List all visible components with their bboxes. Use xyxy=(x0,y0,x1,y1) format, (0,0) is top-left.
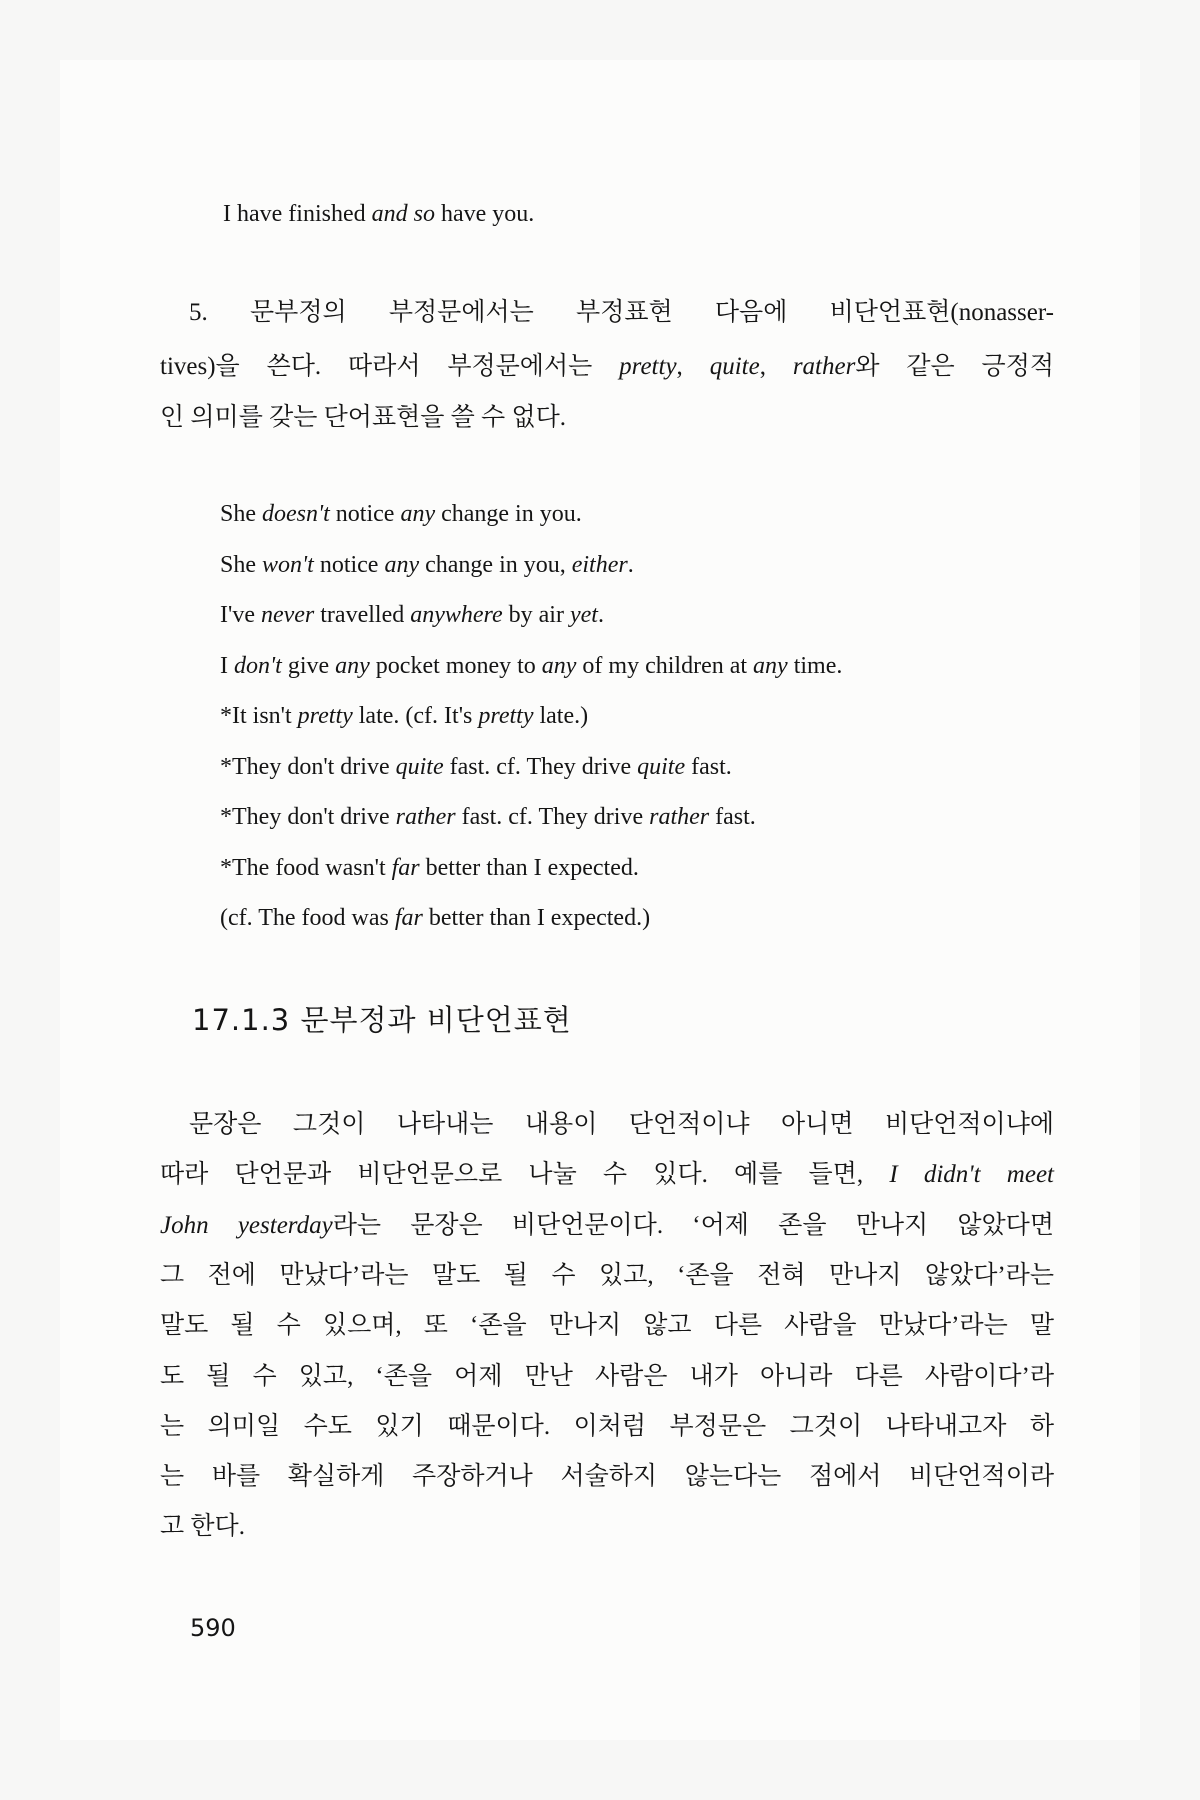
text-segment: notice xyxy=(329,501,401,527)
italic-text: quite xyxy=(395,753,444,780)
text-segment: I've xyxy=(220,602,261,628)
text-segment: time. xyxy=(787,652,843,679)
example-sentence xyxy=(220,901,650,935)
text-segment: late. (cf. It's xyxy=(352,703,479,729)
example-sentence xyxy=(220,649,842,683)
italic-text: any xyxy=(753,652,788,679)
italic-text: yet xyxy=(569,602,598,628)
italic-text: never xyxy=(260,602,315,628)
italic-text: quite xyxy=(637,753,686,780)
italic-text: any xyxy=(400,501,436,527)
italic-text: I didn't meet xyxy=(889,1161,1054,1189)
italic-text: pretty xyxy=(297,703,353,729)
example-sentence xyxy=(220,548,634,582)
text-segment: 말도 될 수 있으며, 또 ‘존을 만나지 않고 다른 사람을 만났다’라는 말 xyxy=(160,1312,1054,1340)
italic-text: doesn't xyxy=(262,501,330,527)
italic-text: pretty xyxy=(619,353,677,380)
example-sentence xyxy=(220,800,756,834)
text-segment: change in you. xyxy=(435,501,582,527)
example-sentence xyxy=(220,699,588,733)
text-segment: have you. xyxy=(434,201,535,227)
paragraph-line xyxy=(160,1209,1054,1243)
text-segment: . xyxy=(627,551,634,578)
italic-text: far xyxy=(394,905,423,931)
italic-text: don't xyxy=(234,652,282,679)
text-segment: fast. cf. They drive xyxy=(443,753,638,780)
text-segment: 따라 단언문과 비단언문으로 나눌 수 있다. 예를 들면, xyxy=(160,1161,890,1189)
text-segment: , xyxy=(676,353,710,380)
text-segment: by air xyxy=(502,602,570,628)
italic-text: won't xyxy=(262,551,314,578)
text-segment: better than I expected.) xyxy=(422,905,651,931)
text-segment: *They don't drive xyxy=(220,753,396,780)
italic-text: John yesterday xyxy=(160,1211,333,1239)
text-segment: 인 의미를 갖는 단어표현을 쓸 수 없다. xyxy=(160,404,567,431)
italic-text: anywhere xyxy=(410,602,503,628)
text-segment: 라는 문장은 비단언문이다. ‘어제 존을 만나지 않았다면 xyxy=(332,1211,1054,1239)
example-sentence xyxy=(220,851,639,885)
text-segment: notice xyxy=(313,551,385,578)
italic-text: quite xyxy=(709,353,760,380)
text-segment: She xyxy=(220,501,262,527)
text-segment: 는 의미일 수도 있기 때문이다. 이처럼 부정문은 그것이 나타내고자 하 xyxy=(160,1412,1054,1440)
paragraph-line xyxy=(160,1510,245,1544)
example-sentence xyxy=(220,497,582,531)
paragraph-line xyxy=(160,1309,1054,1343)
example-sentence xyxy=(223,197,534,231)
paragraph-line xyxy=(160,1158,1054,1192)
italic-text: any xyxy=(541,652,577,679)
text-segment: late.) xyxy=(533,703,589,729)
text-segment: She xyxy=(220,551,262,578)
text-segment: I have finished xyxy=(223,201,372,227)
text-segment: 고 한다. xyxy=(160,1513,245,1541)
text-segment: fast. xyxy=(709,804,756,830)
text-segment: 도 될 수 있고, ‘존을 어제 만난 사람은 내가 아니라 다른 사람이다’라 xyxy=(160,1362,1054,1390)
paragraph-line xyxy=(160,1460,1054,1494)
italic-text: pretty xyxy=(478,703,534,729)
text-segment: tives)을 쓴다. 따라서 부정문에서는 xyxy=(160,353,620,380)
text-segment: , xyxy=(759,353,793,380)
text-segment: (cf. The food was xyxy=(220,905,395,931)
text-segment: pocket money to xyxy=(369,652,542,679)
text-segment: of my children at xyxy=(576,652,754,679)
text-segment: better than I expected. xyxy=(419,854,639,881)
example-sentence xyxy=(220,750,732,784)
paragraph-line xyxy=(160,1360,1054,1394)
text-segment: change in you, xyxy=(419,551,572,578)
text-segment: I xyxy=(220,652,234,679)
text-segment: fast. xyxy=(685,753,732,780)
paragraph-line xyxy=(160,401,566,435)
italic-text: either xyxy=(571,551,628,578)
text-segment: 문장은 그것이 나타내는 내용이 단언적이냐 아니면 비단언적이냐에 xyxy=(189,1111,1054,1138)
text-segment: 그 전에 만났다’라는 말도 될 수 있고, ‘존을 전혀 만나지 않았다’라는 xyxy=(160,1261,1054,1289)
text-segment: give xyxy=(281,652,336,679)
text-segment: 5. 문부정의 부정문에서는 부정표현 다음에 비단언표현(nonasser- xyxy=(189,299,1054,326)
example-sentence xyxy=(220,598,604,632)
text-segment: *They don't drive xyxy=(220,804,396,830)
paragraph-line xyxy=(160,350,1054,384)
paragraph-line xyxy=(189,296,1054,330)
paragraph-line xyxy=(160,1259,1054,1293)
italic-text: far xyxy=(391,854,420,881)
section-heading: 17.1.3 문부정과 비단언표현 xyxy=(192,1003,572,1037)
text-segment: fast. cf. They drive xyxy=(455,804,650,830)
text-segment: travelled xyxy=(314,602,411,628)
italic-text: any xyxy=(335,652,370,679)
text-segment: 와 같은 긍정적 xyxy=(855,353,1055,380)
paragraph-line xyxy=(189,1108,1054,1142)
italic-text: rather xyxy=(395,804,456,830)
text-segment: 는 바를 확실하게 주장하거나 서술하지 않는다는 점에서 비단언적이라 xyxy=(160,1463,1054,1491)
italic-text: rather xyxy=(792,353,856,380)
text-segment: *The food wasn't xyxy=(220,854,392,881)
italic-text: and so xyxy=(371,201,435,227)
italic-text: rather xyxy=(649,804,710,830)
text-segment: . xyxy=(597,602,604,628)
text-segment: *It isn't xyxy=(220,703,298,729)
paragraph-line xyxy=(160,1410,1054,1444)
page-number: 590 xyxy=(190,1614,236,1642)
italic-text: any xyxy=(384,551,420,578)
